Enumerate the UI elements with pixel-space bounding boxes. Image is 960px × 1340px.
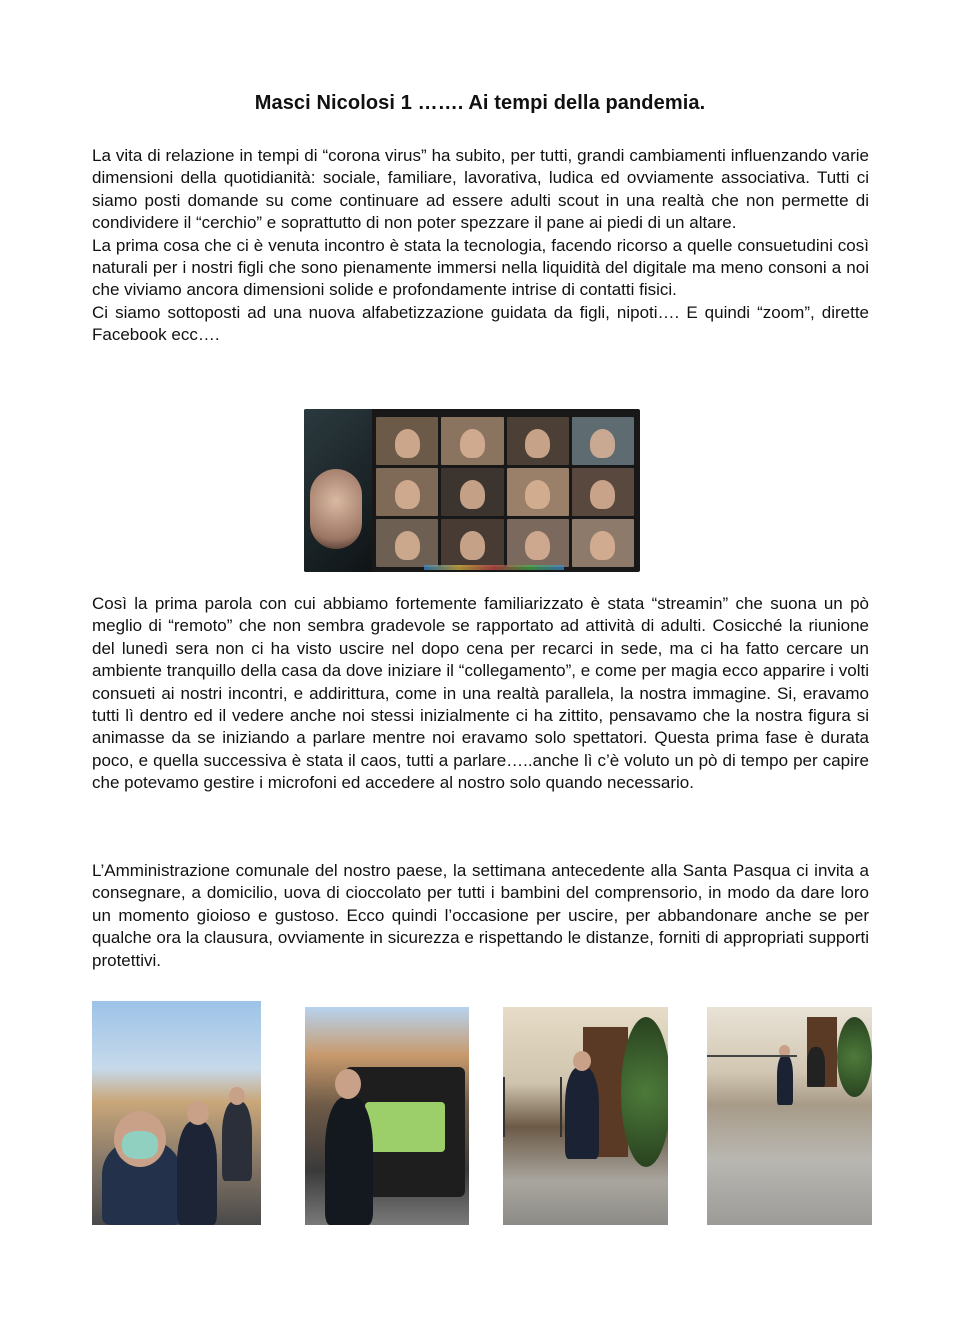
paragraph-1: La vita di relazione in tempi di “corona virus” ha subito, per tutti, grandi cambiamenti influenzando varie dimensioni della quotidianità: sociale, familiare, lavorativa, ludica ed ovviamente associativa. Tutti ci siamo posti domande su come continuare ad essere adulti scout in una realtà che non permette di condividere il “cerchio” e soprattutto di non poter spezzare il pane ai piedi di un altare. [92, 146, 869, 233]
participant-tile [507, 417, 569, 465]
video-call-screenshot [304, 409, 640, 572]
paragraph-3: Ci siamo sottoposti ad una nuova alfabetizzazione guidata da figli, nipoti…. E quindi “zoom”, dirette Facebook ecc…. [92, 302, 869, 345]
intro-text [92, 145, 869, 347]
participant-tile [376, 519, 438, 567]
participant-tile [572, 417, 634, 465]
photo-courtyard-delivery [707, 1007, 872, 1225]
photo-car-trunk-eggs [305, 1007, 469, 1225]
participant-tile [507, 519, 569, 567]
photo-volunteers-street [92, 1001, 261, 1225]
paragraph-4: Così la prima parola con cui abbiamo fortemente familiarizzato è stata “streamin” che suona un pò meglio di “remoto” che non sembra gradevole se rapportato ad attività di adulti. Cosicché la riunione del lunedì sera non ci ha visto uscire nel dopo cena per recarci in sede, ma ci ha fatto cercare un ambiente tranquillo della casa da dove iniziare il “collegamento”, e come per magia ecco apparire i volti consueti ai nostri incontri, e addirittura, come in una realtà parallela, la nostra immagine. Si, eravamo tutti lì dentro ed il vedere anche noi stessi inizialmente ci ha zittito, pensavamo che la nostra figura si animasse da se iniziando a parlare mentre noi eravamo solo spettatori. Questa prima fase è durata poco, e quella successiva è stata il caos, tutti a parlare…..anche lì c’è voluto un pò di tempo per capire che potevamo gestire i microfoni ed accedere al nostro solo quando necessario. [92, 594, 869, 793]
participant-tile [572, 468, 634, 516]
taskbar-dock [424, 565, 564, 570]
participant-tile [507, 468, 569, 516]
photo-doorstep-delivery [503, 1007, 668, 1225]
video-call-grid [376, 417, 634, 567]
participant-tile [376, 417, 438, 465]
participant-tile [376, 468, 438, 516]
phone-selfie [304, 409, 372, 572]
participant-tile [441, 519, 503, 567]
participant-tile [441, 417, 503, 465]
paragraph-2: La prima cosa che ci è venuta incontro è stata la tecnologia, facendo ricorso a quelle consuetudini così naturali per i nostri figli che sono pienamente immersi nella liquidità del digitale ma meno consoni a noi che viviamo ancora dimensioni solide e profondamente intrise di contatti fisici. [92, 235, 869, 300]
participant-tile [441, 468, 503, 516]
paragraph-5: L’Amministrazione comunale del nostro paese, la settimana antecedente alla Santa Pasqua ci invita a consegnare, a domicilio, uova di cioccolato per tutti i bambini del comprensorio, in modo da dare loro un momento gioioso e gustoso. Ecco quindi l’occasione per uscire, per abbandonare anche se per qualche ora la clausura, ovviamente in sicurezza e rispettando le distanze, forniti di appropriati supporti protettivi. [92, 861, 869, 970]
document-title: Masci Nicolosi 1 ……. Ai tempi della pandemia. [254, 92, 706, 114]
participant-tile [572, 519, 634, 567]
